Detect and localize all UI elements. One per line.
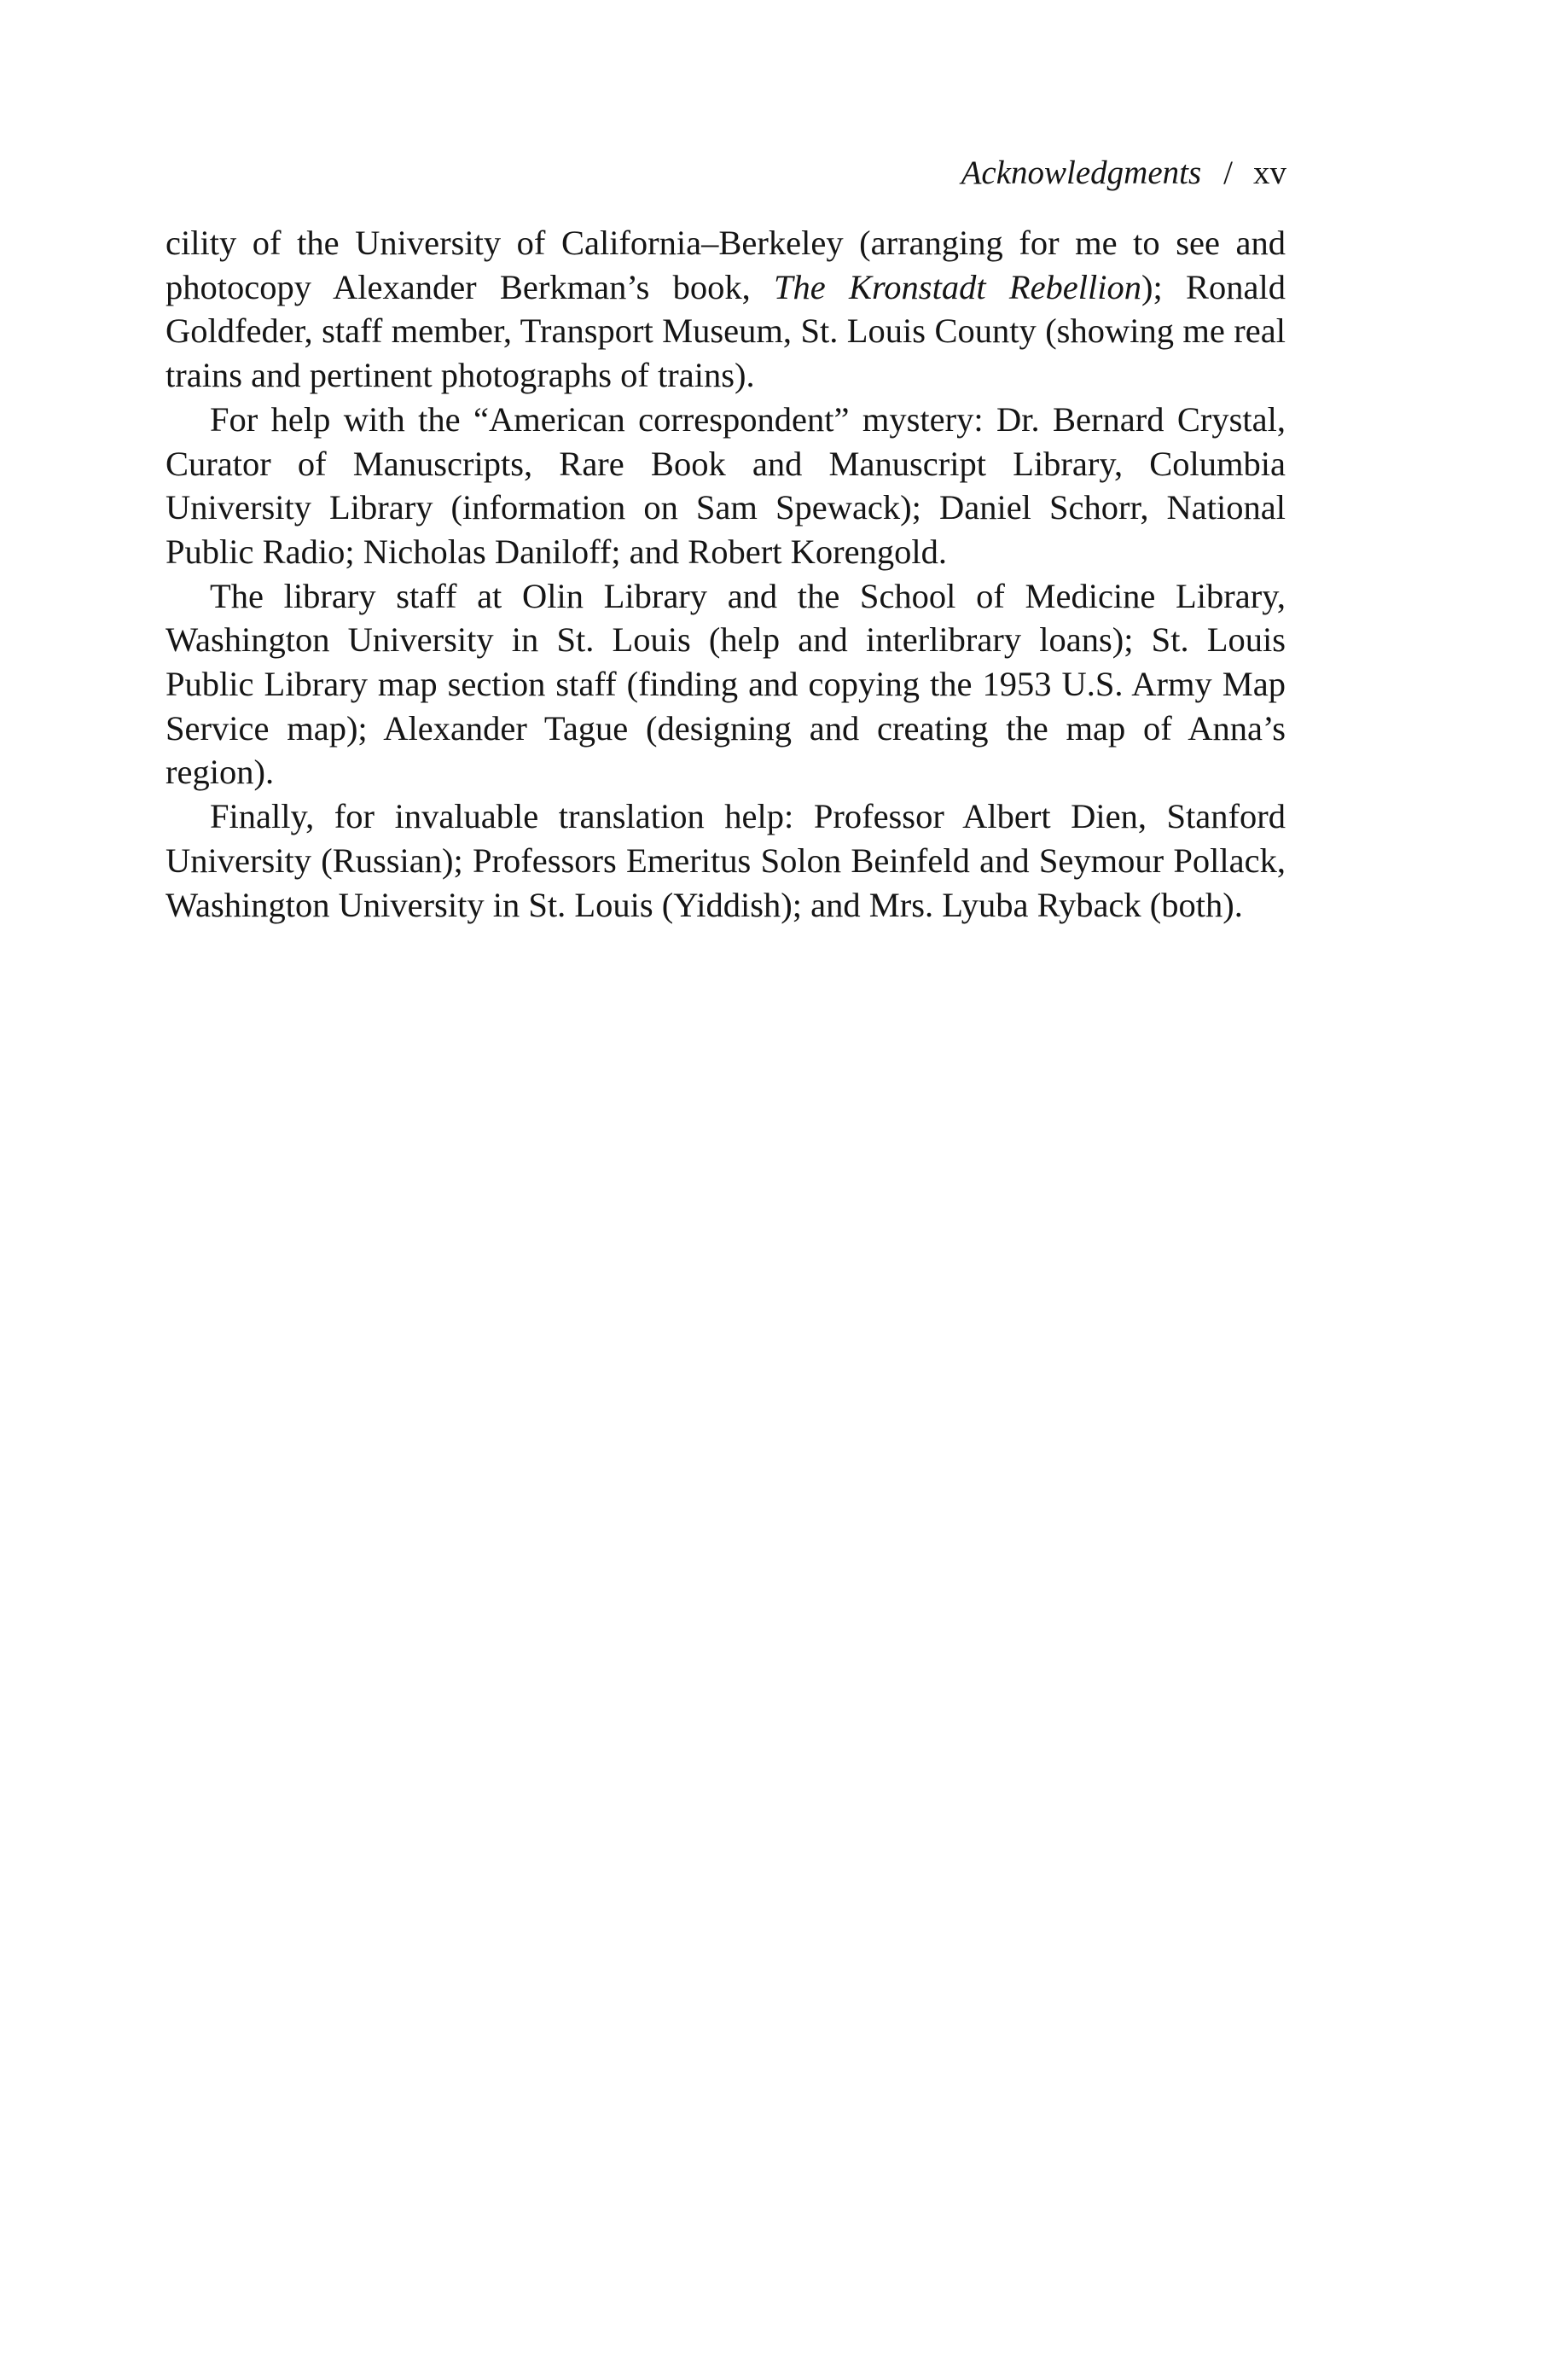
paragraph-text: ); Ronald Goldfeder, staff member, Transport Museum, St. Louis County (showing me real trains and pertinent photographs of trains).: [166, 267, 1286, 395]
paragraph: The library staff at Olin Library and the School of Medicine Library, Washington University in St. Louis (help and interlibrary loans); St. Louis Public Library map section staff (finding and copying the 1953 U.S. Army Map Service map); Alexander Tague (designing and creating the map of Anna’s region).: [166, 576, 1286, 792]
running-head-separator: /: [1223, 154, 1233, 191]
book-title-italic: The Kronstadt Rebellion: [774, 267, 1142, 306]
running-head: [961, 152, 1286, 195]
paragraph-text: cility of the University of California–Berkeley (arranging for me to see and photocopy Alexander Berkman’s book,: [166, 224, 1286, 306]
paragraph: For help with the “American correspondent” mystery: Dr. Bernard Crystal, Curator of Manuscripts, Rare Book and Manuscript Library, Columbia University Library (information on Sam Spewack); Daniel Schorr, National Public Radio; Nicholas Daniloff; and Robert Korengold.: [166, 399, 1286, 571]
page-number: xv: [1253, 154, 1286, 191]
paragraph-continued: [166, 221, 1286, 398]
paragraph: Finally, for invaluable translation help: Professor Albert Dien, Stanford University (Russian); Professors Emeritus Solon Beinfeld and Seymour Pollack, Washington University in St. Louis (Yiddish); and Mrs. Lyuba Ryback (both).: [166, 797, 1286, 924]
acknowledgments-body: [166, 221, 1286, 927]
running-head-title: Acknowledgments: [961, 154, 1202, 191]
